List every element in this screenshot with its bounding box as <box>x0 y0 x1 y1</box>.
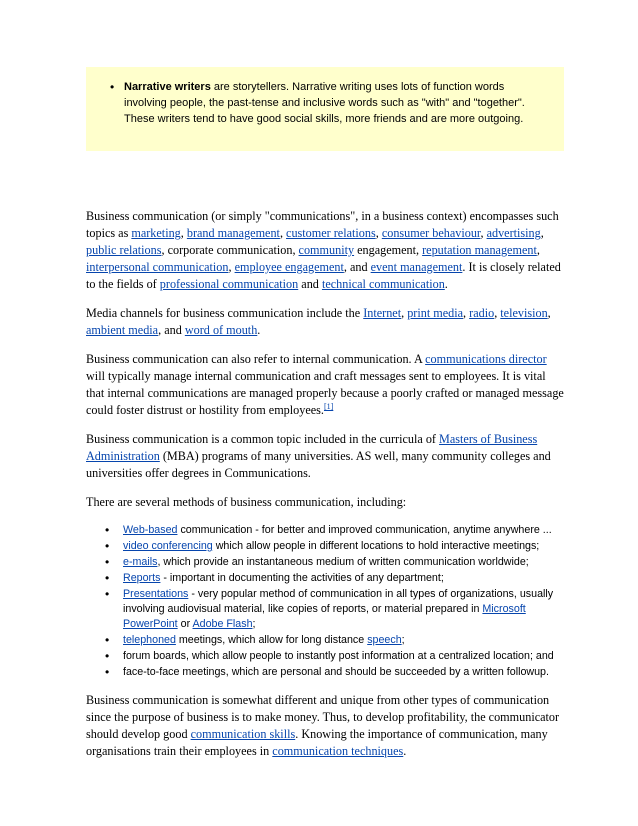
text: which allow people in different locations to hold interactive meetings; <box>212 540 540 552</box>
list-item <box>123 539 566 554</box>
text: - very popular method of communication in all types of organizations, usually involving audiovisual material, like copies of reports, or material prepared in <box>123 588 554 615</box>
link-ambient-media[interactable]: ambient media <box>86 323 159 337</box>
text: , and <box>158 323 185 337</box>
text: . <box>403 744 407 758</box>
callout-term: Narrative writers <box>124 81 211 93</box>
text: communication - for better and improved communication, anytime anywhere ... <box>177 524 552 536</box>
text: . <box>257 323 261 337</box>
paragraph-media-channels <box>86 305 566 339</box>
text: meetings, which allow for long distance <box>175 634 368 646</box>
list-item <box>123 649 566 664</box>
link-professional-communication[interactable]: professional communication <box>159 277 299 291</box>
link-internet[interactable]: Internet <box>363 306 402 320</box>
narrative-writers-callout <box>86 67 564 151</box>
link-e-mails[interactable]: e-mails <box>123 556 158 568</box>
link-telephoned[interactable]: telephoned <box>123 634 176 646</box>
link-event-management[interactable]: event management <box>370 260 463 274</box>
text: . Knowing the importance of communication, many organisations train their employees in <box>86 727 548 758</box>
paragraph-methods-intro: There are several methods of business communication, including: <box>86 495 407 509</box>
link-advertising[interactable]: advertising <box>486 226 541 240</box>
link-word-of-mouth[interactable]: word of mouth <box>184 323 258 337</box>
link-consumer-behaviour[interactable]: consumer behaviour <box>381 226 481 240</box>
list-item <box>123 571 566 586</box>
link-reports[interactable]: Reports <box>123 572 161 584</box>
text: - important in documenting the activities of any department; <box>160 572 444 584</box>
list-item <box>123 555 566 570</box>
list-item <box>123 587 566 632</box>
link-adobe-flash[interactable]: Adobe Flash <box>192 618 253 630</box>
text: (MBA) programs of many universities. AS well, many community colleges and universities offer degrees in Communications. <box>86 449 551 480</box>
link-print-media[interactable]: print media <box>407 306 464 320</box>
text: forum boards, which allow people to instantly post information at a centralized location; and <box>123 650 554 662</box>
text: ; <box>252 618 256 630</box>
link-employee-engagement[interactable]: employee engagement <box>234 260 344 274</box>
link-customer-relations[interactable]: customer relations <box>286 226 376 240</box>
text: ; <box>401 634 405 646</box>
link-presentations[interactable]: Presentations <box>123 588 189 600</box>
paragraph-internal-communication <box>86 351 566 419</box>
text: , <box>180 226 187 240</box>
text: , <box>480 226 487 240</box>
text: Business communication can also refer to internal communication. A <box>86 352 426 366</box>
text: . <box>444 277 448 291</box>
callout-text: are storytellers. Narrative writing uses lots of function words involving people, the past-tense and inclusive words such as "with" and "together". These writers tend to have good social skills, more friends and are more outgoing. <box>124 81 525 125</box>
link-web-based[interactable]: Web-based <box>123 524 178 536</box>
paragraph-profitability <box>86 692 566 760</box>
list-item <box>123 523 566 538</box>
list-item <box>123 665 566 680</box>
paragraph-curricula <box>86 431 566 482</box>
reference-link[interactable]: [1] <box>323 401 334 411</box>
text: , <box>494 306 501 320</box>
link-reputation-management[interactable]: reputation management <box>422 243 537 257</box>
paragraph-intro <box>86 208 566 293</box>
text: face-to-face meetings, which are personal and should be succeeded by a written followup. <box>123 666 549 678</box>
link-public-relations[interactable]: public relations <box>86 243 162 257</box>
link-brand-management[interactable]: brand management <box>186 226 280 240</box>
text: Business communication (or simply "communications", in a business context) encompasses such topics as <box>86 209 559 240</box>
link-radio[interactable]: radio <box>469 306 495 320</box>
text: Business communication is somewhat different and unique from other types of communication since the purpose of business is to make money. Thus, to develop profitability, the communicator should develop good <box>86 693 560 741</box>
text: , <box>547 306 551 320</box>
methods-list <box>86 523 566 680</box>
text: , <box>228 260 235 274</box>
link-communication-techniques[interactable]: communication techniques <box>272 744 404 758</box>
link-microsoft-powerpoint[interactable]: Microsoft PowerPoint <box>123 603 526 630</box>
link-speech[interactable]: speech <box>367 634 402 646</box>
link-interpersonal-communication[interactable]: interpersonal communication <box>86 260 229 274</box>
text: , <box>279 226 287 240</box>
link-marketing[interactable]: marketing <box>131 226 181 240</box>
text: , <box>463 306 470 320</box>
link-technical-communication[interactable]: technical communication <box>321 277 445 291</box>
link-video-conferencing[interactable]: video conferencing <box>123 540 213 552</box>
link-communication-skills[interactable]: communication skills <box>190 727 296 741</box>
text: Media channels for business communication include the <box>86 306 364 320</box>
text: and <box>298 277 322 291</box>
list-item <box>123 633 566 648</box>
text: , <box>401 306 408 320</box>
link-television[interactable]: television <box>500 306 548 320</box>
text: will typically manage internal communication and craft messages sent to employees. It is vital that internal communications are managed properly because a poorly crafted or managed message could foster distrust or hostility from employees. <box>86 369 564 417</box>
text: or <box>177 618 193 630</box>
link-communications-director[interactable]: communications director <box>425 352 547 366</box>
text: , <box>536 243 540 257</box>
text: , <box>540 226 544 240</box>
text: , corporate communication, <box>161 243 299 257</box>
link-community[interactable]: community <box>298 243 355 257</box>
text: engagement, <box>354 243 423 257</box>
link-mba[interactable]: Masters of Business Administration <box>86 432 538 463</box>
callout-list <box>106 79 546 127</box>
text: , which provide an instantaneous medium of written communication worldwide; <box>157 556 529 568</box>
text: Business communication is a common topic included in the curricula of <box>86 432 440 446</box>
text: , and <box>343 260 371 274</box>
body-text <box>86 208 566 772</box>
callout-item <box>124 79 546 127</box>
text: , <box>375 226 382 240</box>
text: . It is closely related to the fields of <box>86 260 561 291</box>
